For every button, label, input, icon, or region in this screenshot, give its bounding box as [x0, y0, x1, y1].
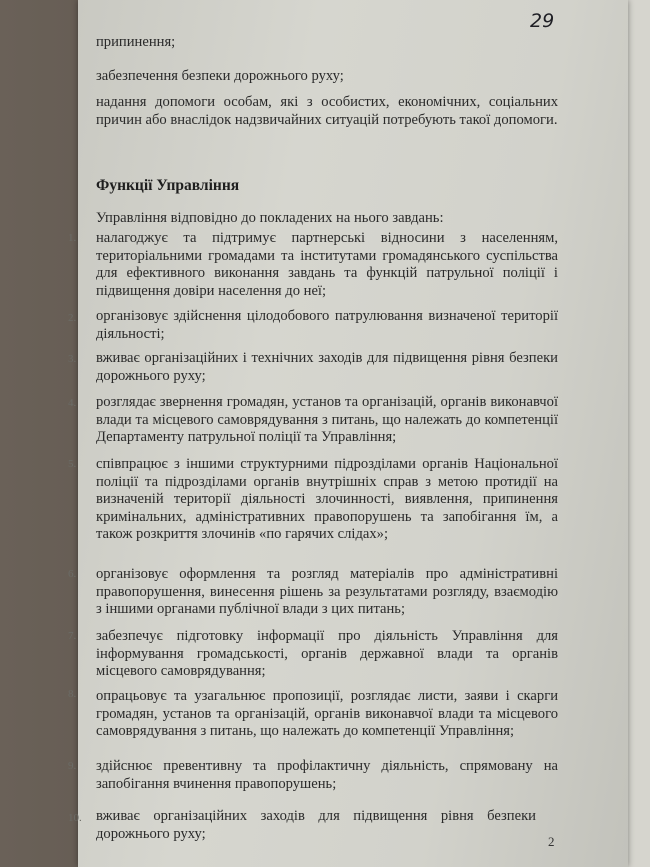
- section-heading: Функції Управління: [96, 177, 240, 194]
- list-number: 4.: [68, 397, 77, 409]
- function-item: організовує оформлення та розгляд матеріалів про адміністративні правопорушення, винесення рішень за результатами розгляду, взаємодію з іншими органами публічної влади з цих питань;: [96, 566, 558, 618]
- list-number: 3.: [68, 353, 77, 365]
- list-number: 5.: [68, 458, 77, 470]
- list-number: 1.: [68, 232, 77, 244]
- function-item: налагоджує та підтримує партнерські відносини з населенням, територіальними громадами та інститутами громадянського суспільства для ефективного виконання завдань та функцій патрульної поліції і підвищення довіри населення до неї;: [96, 230, 558, 299]
- page-number: 2: [548, 834, 555, 849]
- function-item: розглядає звернення громадян, установ та організацій, органів виконавчої влади та місцевого самоврядування з питань, що належать до компетенції Департаменту патрульної поліції та Управління;: [96, 394, 558, 446]
- list-number: 9.: [68, 760, 77, 772]
- function-item: опрацьовує та узагальнює пропозиції, розглядає листи, заяви і скарги громадян, установ та організацій, органів виконавчої влади та місцевого самоврядування з питань, що належать до компетенції Управління;: [96, 688, 558, 740]
- list-number: 10.: [68, 812, 82, 824]
- list-item: забезпечення безпеки дорожнього руху;: [96, 68, 344, 84]
- function-item: вживає організаційних заходів для підвищення рівня безпеки дорожнього руху;: [96, 808, 536, 842]
- function-item: здійснює превентивну та профілактичну діяльність, спрямовану на запобігання вчинення правопорушень;: [96, 758, 558, 792]
- list-number: 6.: [68, 568, 77, 580]
- handwritten-page-number: 29: [530, 10, 555, 32]
- function-item: організовує здійснення цілодобового патрулювання визначеної території діяльності;: [96, 308, 558, 342]
- list-item: припинення;: [96, 34, 176, 50]
- function-item: співпрацює з іншими структурними підрозділами органів Національної поліції та підрозділами органів внутрішніх справ з метою протидії на визначеній території діяльності злочинності, виявлення, припинення кримінальних, адміністративних правопорушень та запобігання їм, а також розкриття злочинів «по гарячих слідах»;: [96, 456, 558, 543]
- function-item: забезпечує підготовку інформації про діяльність Управління для інформування громадськості, органів державної влади та органів місцевого самоврядування;: [96, 628, 558, 680]
- list-item: надання допомоги особам, які з особистих, економічних, соціальних причин або внаслідок надзвичайних ситуацій потребують такої допомоги.: [96, 94, 558, 128]
- list-number: 2.: [68, 312, 77, 324]
- section-intro: Управління відповідно до покладених на нього завдань:: [96, 210, 444, 226]
- list-number: 8.: [68, 688, 77, 700]
- function-item: вживає організаційних і технічних заходів для підвищення рівня безпеки дорожнього руху;: [96, 350, 558, 384]
- list-number: 7.: [68, 630, 77, 642]
